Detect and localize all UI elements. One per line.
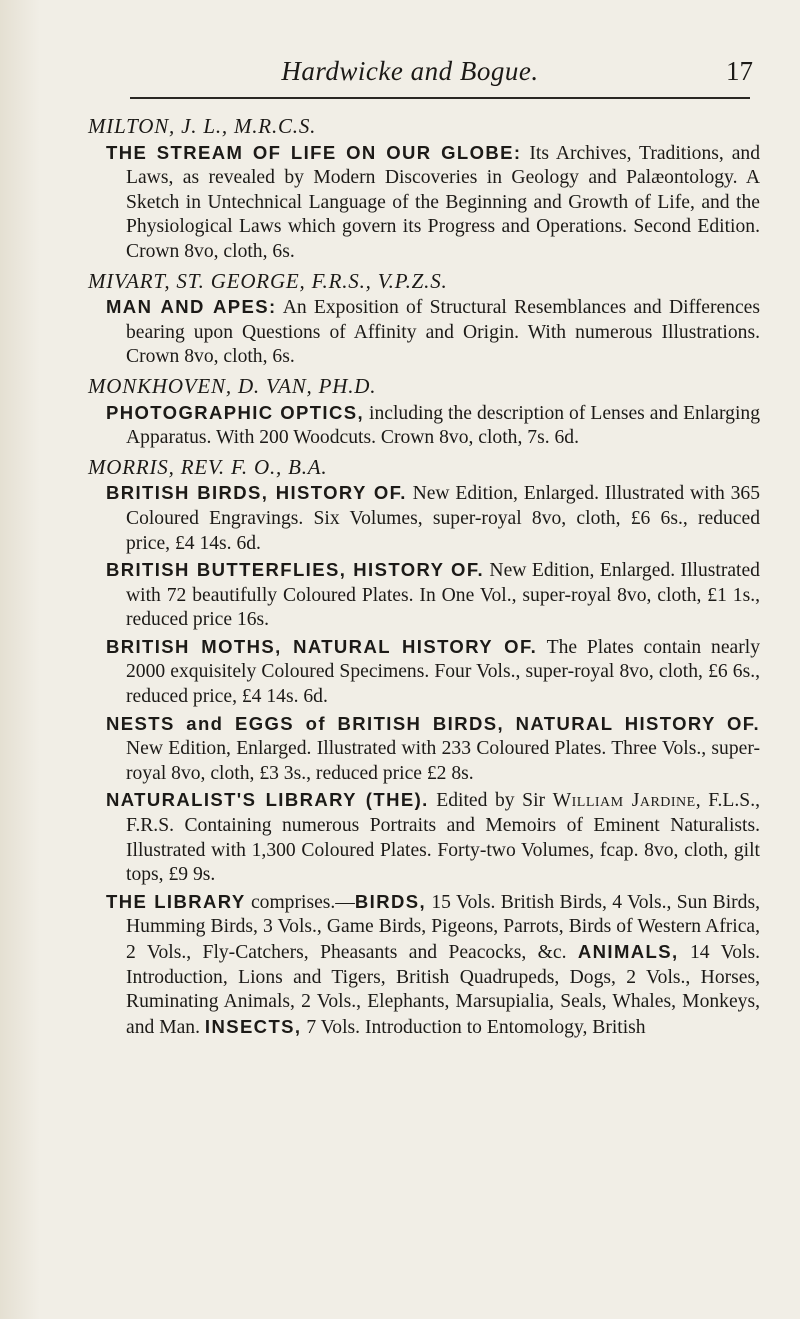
section-animals: ANIMALS, xyxy=(577,941,679,962)
book-description: , F.L.S., F.R.S. Containing numerous Portraits and Memoirs of Eminent Naturalists. Illustrated with 1,300 Coloured Plates. Forty-two Volumes, fcap. 8vo, cloth, gilt tops, £9 9s. xyxy=(126,790,760,886)
book-title: BRITISH BUTTERFLIES, HISTORY OF. xyxy=(106,559,485,581)
book-entry xyxy=(88,558,760,633)
page-edge-shadow xyxy=(0,0,40,1319)
book-title: BRITISH MOTHS, NATURAL HISTORY OF. xyxy=(106,635,538,657)
section-insects: INSECTS, xyxy=(204,1015,302,1037)
book-entry xyxy=(88,141,760,265)
library-text: comprises.— xyxy=(245,891,355,913)
book-title: THE LIBRARY xyxy=(106,890,246,912)
library-text: 7 Vols. Introduction to Entomology, British xyxy=(301,1016,646,1038)
author-heading: MORRIS, REV. F. O., B.A. xyxy=(88,454,328,479)
book-entry xyxy=(88,635,760,710)
book-entry xyxy=(88,481,760,556)
header-rule xyxy=(130,97,750,99)
book-description: Its Archives, Traditions, and Laws, as revealed by Modern Discoveries in Geology and Palæontology. A Sketch in Untechnical Language of the Beginning and Growth of Life, and the Physiological Laws which govern its Progress and Operations. Second Edition. Crown 8vo, cloth, 6s. xyxy=(126,142,761,262)
book-entry xyxy=(88,401,760,451)
book-title: NESTS and EGGS of BRITISH BIRDS, NATURAL HISTORY OF. xyxy=(106,712,760,734)
book-entry xyxy=(88,712,760,787)
book-description: New Edition, Enlarged. Illustrated with 72 beautifully Coloured Plates. In One Vol., super-royal 8vo, cloth, £1 1s., reduced price 16s. xyxy=(126,560,760,631)
section-birds: BIRDS, xyxy=(354,890,426,912)
catalogue-body xyxy=(88,110,760,1042)
book-description: including the description of Lenses and Enlarging Apparatus. With 200 Woodcuts. Crown 8vo, cloth, 7s. 6d. xyxy=(126,402,761,449)
editor-name: William Jardine xyxy=(552,790,696,812)
book-title: PHOTOGRAPHIC OPTICS, xyxy=(106,401,365,423)
book-description: Edited by Sir xyxy=(428,790,553,812)
book-entry xyxy=(88,295,760,370)
book-title: MAN AND APES: xyxy=(106,296,277,318)
author-heading: MIVART, ST. GEORGE, F.R.S., V.P.Z.S. xyxy=(88,268,448,293)
library-text: 14 Vols. Introduction, Lions and Tigers, British Quadrupeds, Dogs, 2 Vols., Horses, Ruminating Animals, 2 Vols., Elephants, Marsupialia, Seals, Whales, Monkeys, and Man. xyxy=(126,942,760,1038)
book-title: NATURALIST'S LIBRARY (THE). xyxy=(106,789,429,811)
book-entry xyxy=(88,788,760,887)
page-number: 17 xyxy=(726,56,753,86)
library-contents xyxy=(88,890,760,1041)
library-text: 15 Vols. British Birds, 4 Vols., Sun Birds, Humming Birds, 3 Vols., Game Birds, Pigeons, Parrots, Birds of Western Africa, 2 Vols., Fly-Catchers, Pheasants and Peacocks, &c. xyxy=(126,891,760,963)
author-heading: MILTON, J. L., M.R.C.S. xyxy=(88,114,317,138)
book-description: The Plates contain nearly 2000 exquisitely Coloured Specimens. Four Vols., super-royal 8vo, cloth, £6 6s., reduced price, £4 14s. 6d. xyxy=(126,636,760,708)
book-description: New Edition, Enlarged. Illustrated with 365 Coloured Engravings. Six Volumes, super-royal 8vo, cloth, £6 6s., reduced price, £4 14s. 6d. xyxy=(126,483,760,554)
book-description: An Exposition of Structural Resemblances and Differences bearing upon Questions of Affinity and Origin. With numerous Illustrations. Crown 8vo, cloth, 6s. xyxy=(126,297,760,368)
author-heading: MONKHOVEN, D. VAN, PH.D. xyxy=(88,373,377,398)
book-title: BRITISH BIRDS, HISTORY OF. xyxy=(106,482,407,504)
book-title: THE STREAM OF LIFE ON OUR GLOBE: xyxy=(106,141,522,163)
book-description: New Edition, Enlarged. Illustrated with 233 Coloured Plates. Three Vols., super-royal 8vo, cloth, £3 3s., reduced price £2 8s. xyxy=(126,738,760,784)
running-head: Hardwicke and Bogue. xyxy=(281,56,539,86)
